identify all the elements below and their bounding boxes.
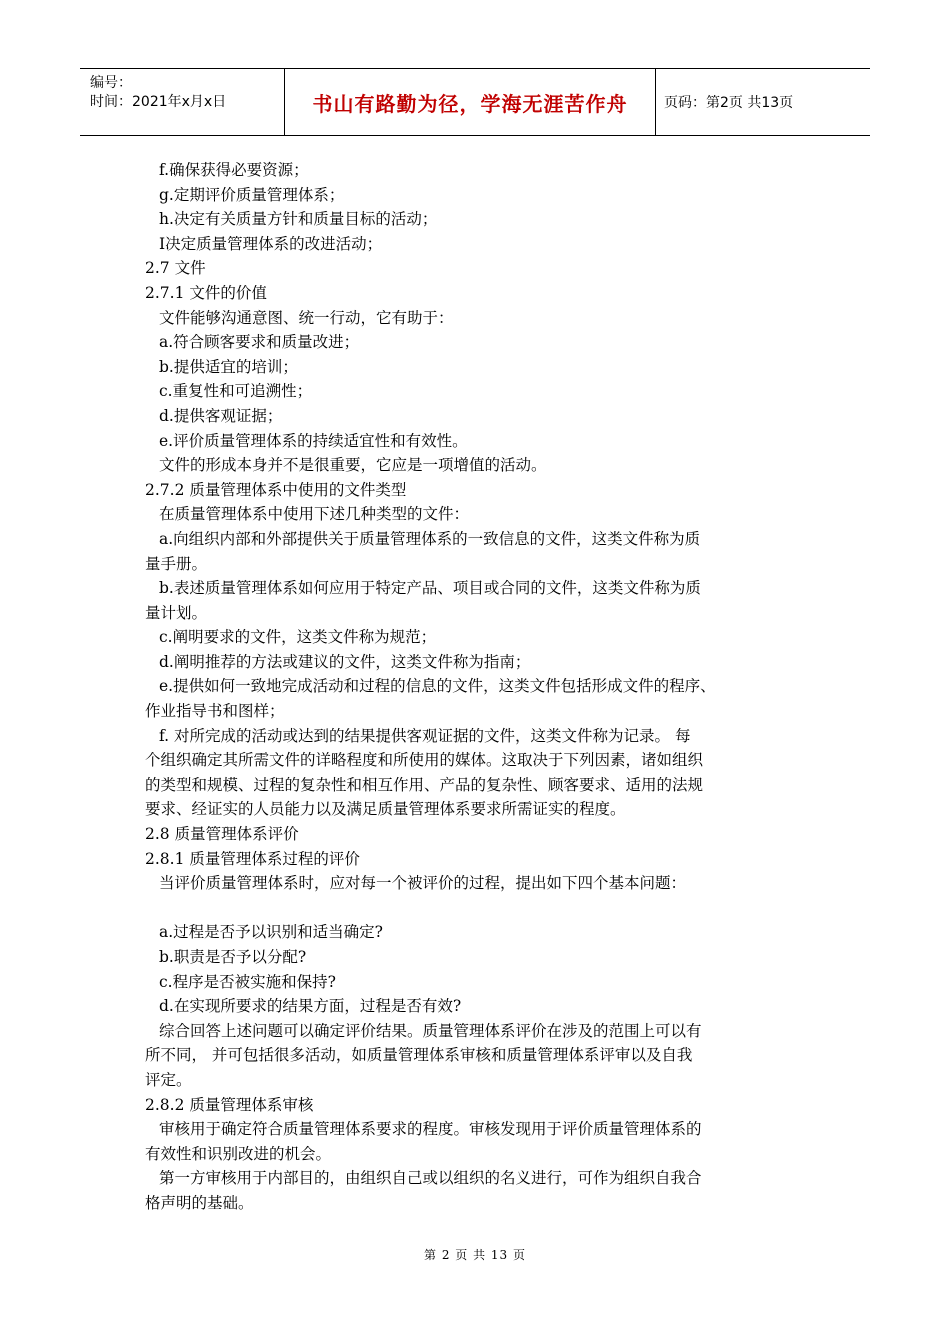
body-line: 文件的形成本身并不是很重要，它应是一项增值的活动。 <box>159 456 547 475</box>
section-heading: 2.8.2 质量管理体系审核 <box>145 1095 314 1114</box>
blank-line <box>145 896 825 921</box>
header-left-cell <box>80 69 284 135</box>
section-heading: 2.7 文件 <box>145 259 206 278</box>
document-number-label: 编号： <box>90 75 132 91</box>
body-line: 所不同， 并可包括很多活动，如质量管理体系审核和质量管理体系评审以及自我 <box>145 1046 693 1065</box>
body-line: 的类型和规模、过程的复杂性和相互作用、产品的复杂性、顾客要求、适用的法规 <box>145 775 704 794</box>
body-line: 个组织确定其所需文件的详略程度和所使用的媒体。这取决于下列因素，诸如组织 <box>145 751 704 770</box>
body-line: 作业指导书和图样； <box>145 702 285 721</box>
body-line: 有效性和识别改进的机会。 <box>145 1144 332 1163</box>
section-heading: 2.7.1 文件的价值 <box>145 283 267 302</box>
body-line: 综合回答上述问题可以确定评价结果。质量管理体系评价在涉及的范围上可以有 <box>159 1021 702 1040</box>
body-line: e.评价质量管理体系的持续适宜性和有效性。 <box>159 431 468 450</box>
body-line: d.在实现所要求的结果方面，过程是否有效? <box>159 997 462 1016</box>
body-line: c.重复性和可追溯性； <box>159 382 313 401</box>
body-line: b.职责是否予以分配? <box>159 948 307 966</box>
page-footer: 第 2 页 共 13 页 <box>424 1248 526 1262</box>
body-line: b.提供适宜的培训； <box>159 357 298 376</box>
body-line: 量计划。 <box>145 603 208 622</box>
body-line: d.阐明推荐的方法或建议的文件，这类文件称为指南； <box>159 652 531 671</box>
body-line: I决定质量管理体系的改进活动； <box>159 234 383 253</box>
body-line: f. 对所完成的活动或达到的结果提供客观证据的文件，这类文件称为记录。 每 <box>159 726 691 745</box>
body-line: c.程序是否被实施和保持? <box>159 972 336 991</box>
header-motto: 书山有路勤为径，学海无涯苦作舟 <box>284 69 656 135</box>
body-line: f.确保获得必要资源； <box>159 161 309 179</box>
body-line: g.定期评价质量管理体系； <box>159 185 345 204</box>
body-line: b.表述质量管理体系如何应用于特定产品、项目或合同的文件，这类文件称为质 <box>159 579 701 598</box>
body-line: a.向组织内部和外部提供关于质量管理体系的一致信息的文件，这类文件称为质 <box>159 529 701 548</box>
body-line: 格声明的基础。 <box>145 1193 254 1212</box>
body-line: 文件能够沟通意图、统一行动，它有助于： <box>159 308 454 327</box>
section-heading: 2.8.1 质量管理体系过程的评价 <box>145 849 360 868</box>
body-line: 量手册。 <box>145 554 208 573</box>
body-line: d.提供客观证据； <box>159 406 283 425</box>
body-line: a.符合顾客要求和质量改进； <box>159 333 360 352</box>
page-header <box>80 68 870 136</box>
body-line: h.决定有关质量方针和质量目标的活动； <box>159 210 438 229</box>
body-line: a.过程是否予以识别和适当确定? <box>159 923 383 942</box>
header-page-number: 页码：第2页 共13页 <box>664 95 794 111</box>
document-date-label: 时间：2021年x月x日 <box>90 94 227 110</box>
section-heading: 2.8 质量管理体系评价 <box>145 825 299 844</box>
body-line: 当评价质量管理体系时，应对每一个被评价的过程，提出如下四个基本问题： <box>159 874 687 893</box>
body-line: 审核用于确定符合质量管理体系要求的程度。审核发现用于评价质量管理体系的 <box>159 1120 702 1139</box>
document-body <box>145 158 825 1216</box>
body-line: 要求、经证实的人员能力以及满足质量管理体系要求所需证实的程度。 <box>145 800 626 819</box>
body-line: 评定。 <box>145 1070 192 1089</box>
body-line: c.阐明要求的文件，这类文件称为规范； <box>159 628 437 647</box>
body-line: e.提供如何一致地完成活动和过程的信息的文件，这类文件包括形成文件的程序、 <box>159 677 716 696</box>
section-heading: 2.7.2 质量管理体系中使用的文件类型 <box>145 480 407 499</box>
body-line: 在质量管理体系中使用下述几种类型的文件： <box>159 505 470 524</box>
body-line: 第一方审核用于内部目的，由组织自己或以组织的名义进行，可作为组织自我合 <box>159 1169 702 1188</box>
